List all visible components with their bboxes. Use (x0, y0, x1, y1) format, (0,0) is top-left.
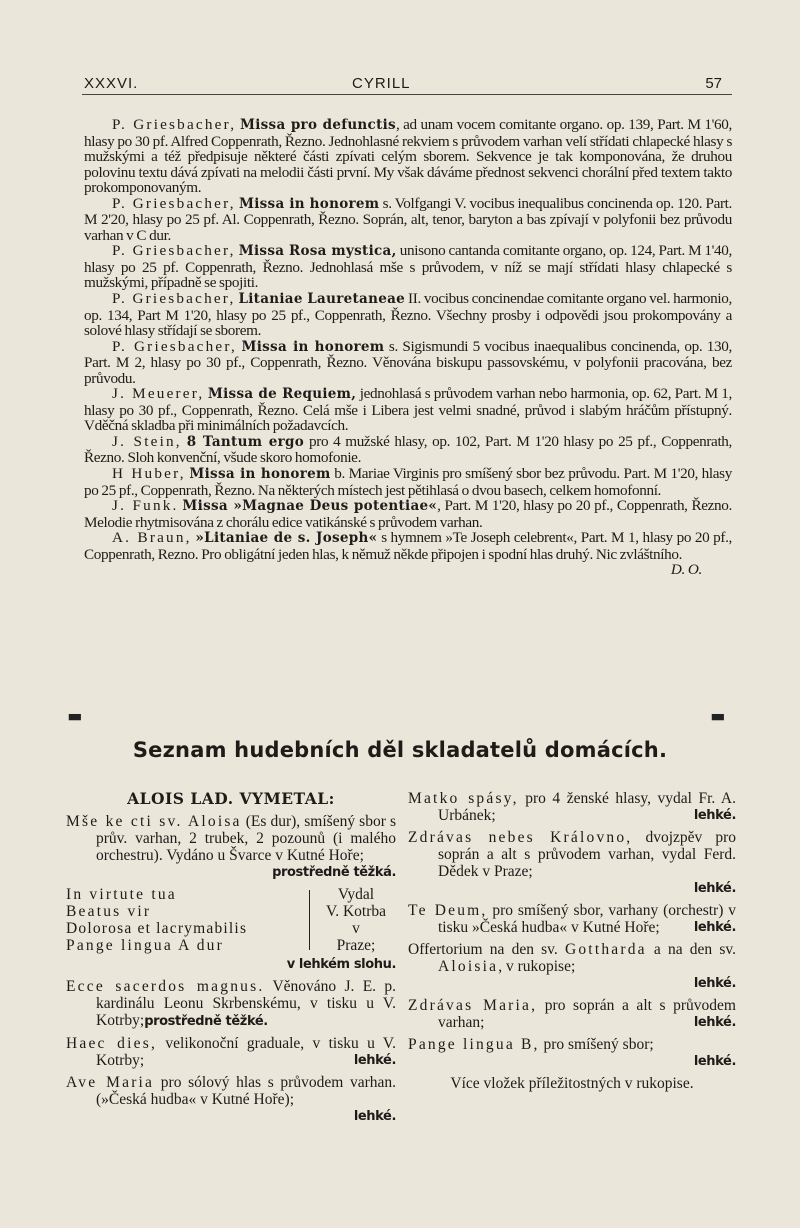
review-entry (84, 117, 732, 196)
review-text: II. vocibus concinendae comitante organo vel. harmonio, op. 134, Part M 1'20, hlasy po 25 pf., Coppenrath, Řezno. Všechny prosby i odpovědi jsou prokompovány a solové hlasy střídají se sborem. (84, 290, 732, 340)
journal-title: CYRILL (352, 75, 411, 92)
work-title: Zdrávas Maria, (408, 997, 538, 1014)
work-title: Ave Maria (66, 1074, 155, 1091)
left-column (66, 790, 396, 1130)
work-description: pro smíšený sbor, varhany (orchestr) v tisku »Česká hudba« v Kutné Hoře; (438, 902, 736, 936)
review-text: pro 4 mužské hlasy, op. 102, Part. M 1'20 hlasy po 25 pf., Coppenrath, Řezno. Sloh konvenční, všude skoro homofonie. (84, 432, 732, 467)
work-title: Pange lingua A dur (66, 937, 224, 954)
review-text: b. Mariae Virginis pro smíšený sbor bez průvodu. Part. M 1'20, hlasy po 25 pf., Coppenrath, Řezno. Na některých místech jest pětihlasá o dvou basech, celkem homofonní. (84, 465, 732, 499)
review-text: s. Sigismundi 5 vocibus inaequalibus concinenda, op. 130, Part. M 2, hlasy po 30 pf., Coppenrath, Řezno. Věnována biskupu passovskému, v polyfonii pracována, bez průvodu. (84, 337, 732, 387)
difficulty: lehké. (693, 920, 736, 935)
review-entry (84, 529, 732, 579)
review-title: Missa de Requiem, (207, 386, 357, 403)
publisher-line: Vydal (337, 886, 375, 903)
work-description: pro 4 ženské hlasy, vydal Fr. A. Urbánek; (438, 790, 737, 824)
difficulty: lehké. (693, 881, 736, 896)
work-middle: a na den sv. (646, 941, 736, 958)
work-title: Matko spásy, (408, 790, 519, 807)
publisher (316, 886, 396, 954)
work-title: Te Deum, (408, 902, 488, 919)
work-entry (408, 902, 736, 936)
volume-number: XXXVI. (84, 75, 139, 92)
publisher-line: Praze; (336, 937, 376, 954)
review-entry (84, 339, 732, 387)
review-title: Missa »Magnae Deus potentiae« (182, 498, 438, 515)
work-title: Dolorosa et lacrymabilis (66, 920, 248, 937)
review-text: jednohlasá s průvodem varhan nebo harmonia, op. 62, Part. M 1, hlasy po 30 pf., Coppenrath, Řezno. Celá mše i Libera jest velmi snadné, průvod i slabým hráčům přístupný. Vděčná skladba při minimálních požadavcích. (84, 385, 732, 435)
review-text: unisono cantanda comitante organo, op. 124, Part. M 1'40, hlasy po 25 pf. Coppenrath, Řezno. Jednohlasá mše s průvodem, v níž se mají střídati hlasy chlapecké s mužskými, případně se spojiti. (84, 242, 732, 292)
review-text: , ad unam vocem comitante organo. op. 139, Part. M 1'60, hlasy po 30 pf. Alfred Coppenrath, Řezno. Jednohlasné rekviem s průvodem varhan velí střídati chlapecké hlasy s mužskými a též předpisuje některé části zpívati celým sborem. Sekvence je tak komponována, že druhou polovinu textu dává zpívati na melodii části první. My však dáváme přednost sekvenci chorální před textem takto prokomponovaným. (84, 116, 732, 197)
work-title: In virtute tua (66, 886, 177, 903)
ornament-left: ■■ (68, 709, 80, 724)
work-title: Ecce sacerdos magnus. (66, 978, 265, 995)
reviews-section (84, 117, 732, 578)
review-entry (84, 196, 732, 244)
review-entry (84, 243, 732, 291)
ornament-right: ■■ (711, 709, 723, 724)
reviewer-signature: D. O. (670, 561, 702, 579)
review-text: , Part. M 1'20, hlasy po 20 pf., Coppenrath, Řezno. Melodie rhytmisována z chorálu edice vatikánské s průvodem varhan. (84, 497, 732, 531)
publisher-line: V. Kotrba (326, 903, 386, 920)
work-description: dvojzpěv pro soprán a alt s průvodem varhan, vydal Ferd. Dědek v Praze; (438, 829, 736, 880)
work-group (66, 886, 396, 954)
review-entry (84, 386, 732, 434)
work-title: Beatus vir (66, 903, 152, 920)
review-author: J. Funk. (112, 497, 179, 515)
review-title: Litaniae Lauretaneae (238, 291, 406, 308)
work-description: pro soprán a alt s průvodem varhan; (438, 997, 736, 1031)
difficulty: prostředně těžké. (144, 1014, 268, 1029)
difficulty: lehké. (693, 1054, 736, 1069)
review-title: 8 Tantum ergo (186, 433, 305, 450)
work-entry (66, 978, 396, 1030)
work-title: Haec dies, (66, 1035, 158, 1052)
review-author: H Huber, (112, 465, 186, 483)
work-entry (408, 829, 736, 897)
section-heading: Seznam hudebních děl skladatelů domácích. (132, 738, 668, 762)
difficulty: lehké. (353, 1053, 396, 1068)
work-list (66, 886, 304, 954)
review-title: Missa in honorem (189, 466, 331, 483)
work-title: Zdrávas nebes Královno, (408, 829, 633, 846)
review-entry (84, 498, 732, 530)
work-title: Gottharda (564, 941, 647, 958)
difficulty: v lehkém slohu. (286, 957, 396, 972)
right-column (408, 790, 736, 1092)
work-entry (66, 1035, 396, 1069)
publisher-line: v (352, 920, 360, 937)
review-author: A. Braun, (112, 529, 192, 547)
brace-divider (309, 890, 311, 950)
running-header (82, 74, 732, 95)
review-author: P. Griesbacher, (112, 194, 236, 212)
review-entry (84, 466, 732, 498)
work-title: Pange lingua B, (408, 1036, 540, 1053)
difficulty: lehké. (693, 808, 736, 823)
page-number: 57 (705, 75, 722, 92)
review-entry (84, 434, 732, 466)
work-description: velikonoční graduale, v tisku u V. Kotrby; (96, 1035, 396, 1069)
review-title: Missa in honorem (241, 338, 385, 355)
work-entry (66, 1074, 396, 1125)
closing-note: Více vložek příležitostných v rukopise. (450, 1075, 694, 1092)
review-author: J. Stein, (112, 432, 182, 450)
work-description: pro smíšený sbor; (539, 1036, 654, 1053)
difficulty: lehké. (693, 1015, 736, 1030)
work-entry (408, 790, 736, 824)
work-description: pro sólový hlas s průvodem varhan. (»Česká hudba« v Kutné Hoře); (96, 1074, 396, 1108)
work-description: (Es dur), smíšený sbor s prův. varhan, 2 trubek, 2 pozounů (i malého orchestru). Vydáno u Švarce v Kutné Hoře; (96, 813, 396, 864)
review-author: P. Griesbacher, (112, 242, 236, 260)
difficulty: lehké. (353, 1109, 396, 1124)
review-title: »Litaniae de s. Joseph« (195, 530, 378, 547)
work-entry (66, 813, 396, 881)
composer-name: ALOIS LAD. VYMETAL: (127, 789, 335, 808)
difficulty: lehké. (693, 976, 736, 991)
work-description: Věnováno J. E. p. kardinálu Leonu Skrbenskému, v tisku u V. Kotrby; (96, 978, 396, 1029)
work-description: , v rukopise; (498, 958, 576, 975)
review-title: Missa pro defunctis (239, 117, 396, 133)
review-text: s hymnem »Te Joseph celebrent«, Part. M 1, hlasy po 20 pf., Coppenrath, Rezno. Pro obligátní jeden hlas, k němuž někde připojen i spodní hlas druhý. Nic zvláštního. (84, 529, 732, 563)
work-entry (408, 1036, 736, 1070)
review-author: P. Griesbacher, (112, 290, 236, 308)
difficulty: prostředně těžká. (272, 865, 396, 880)
work-entry (408, 997, 736, 1031)
work-title: Mše ke cti sv. Aloisa (66, 813, 242, 830)
review-title: Missa in honorem (238, 195, 380, 212)
work-title: Aloisia (438, 958, 499, 975)
review-author: J. Meuerer, (112, 385, 205, 403)
review-author: P. Griesbacher, (112, 337, 237, 355)
work-prefix: Offertorium na den sv. (408, 941, 565, 958)
review-title: Missa Rosa mystica, (238, 243, 397, 260)
review-author: P. Griesbacher, (112, 116, 237, 133)
review-entry (84, 291, 732, 339)
work-entry (408, 941, 736, 992)
review-text: s. Volfgangi V. vocibus inequalibus concinenda op. 120. Part. M 2'20, hlasy po 25 pf. Al. Coppenrath, Řezno. Soprán, alt, tenor, baryton a bas zpívají v polyfonii bez průvodu varhan v C dur. (84, 194, 732, 244)
